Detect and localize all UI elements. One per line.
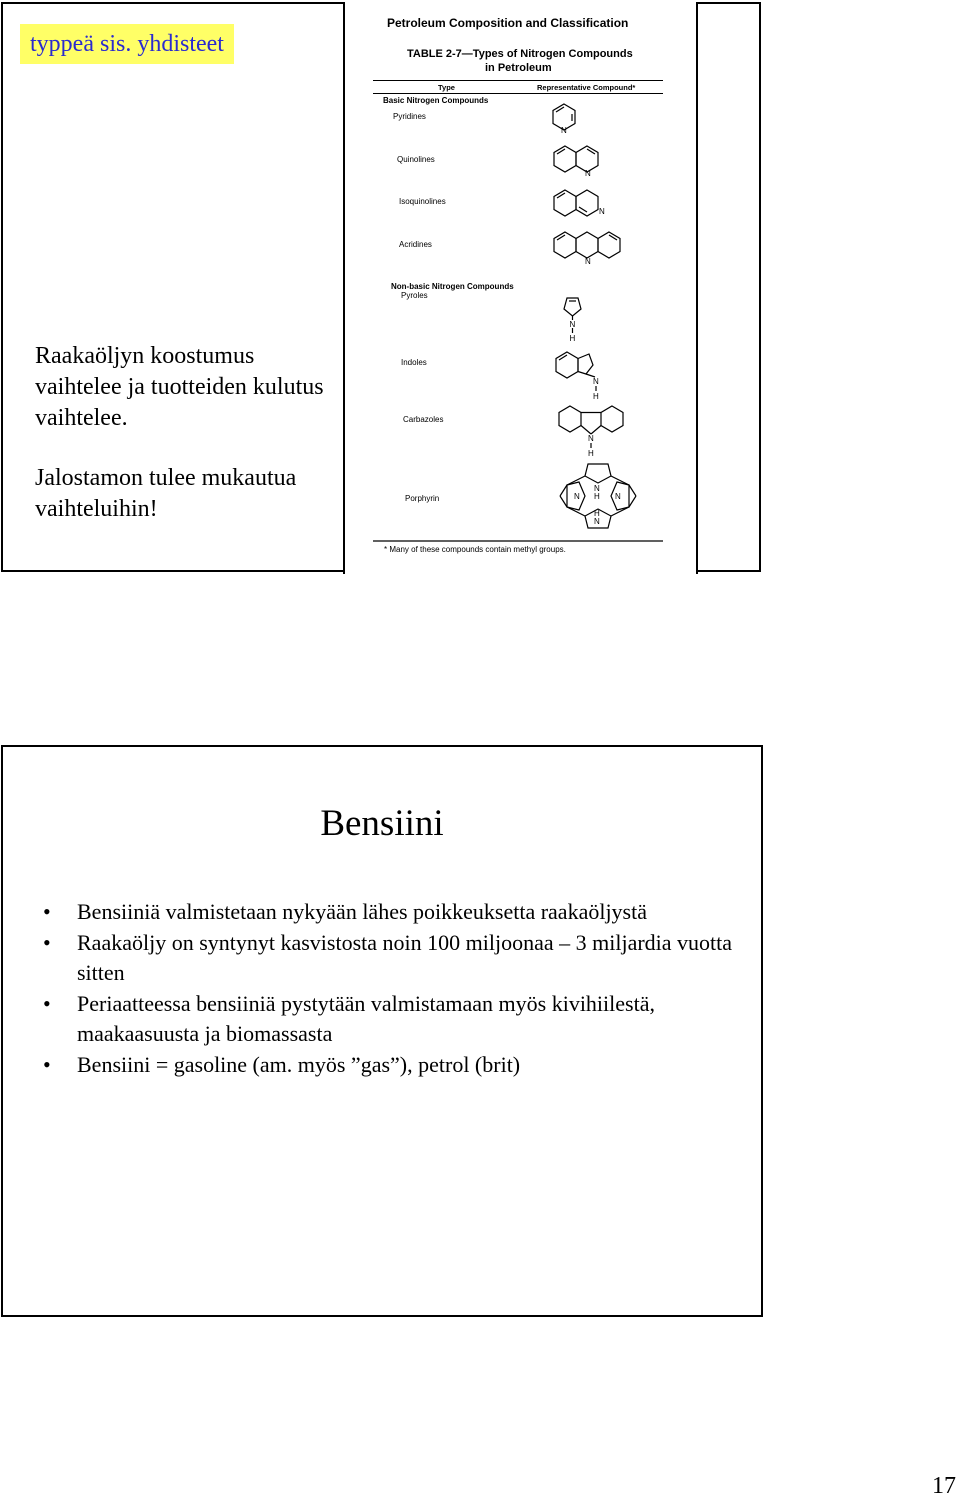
indole-n-label: N (593, 377, 599, 386)
list-item-text: Periaatteessa bensiiniä pystytään valmistamaan myös kivihiilestä, maakaasuusta ja biomassasta (77, 990, 655, 1046)
bullet-list (43, 897, 743, 1080)
porphyrin-structure (560, 464, 636, 528)
indole-h-label: H (593, 392, 599, 401)
figure-header: Petroleum Composition and Classification (387, 16, 629, 30)
carbazole-h-label: H (588, 449, 594, 458)
list-item (43, 897, 743, 928)
paragraph-refinery: Jalostamon tulee mukautua vaihteluihin! (35, 465, 297, 522)
porphyrin-n-bottom: N (594, 517, 600, 526)
column-type-header: Type (438, 83, 455, 92)
porphyrin-h-bottom: H (594, 509, 600, 518)
compound-porphyrin: Porphyrin (405, 494, 440, 503)
nitrogen-compounds-table-figure (343, 2, 698, 574)
slide-2 (1, 745, 763, 1317)
section-nonbasic: Non-basic Nitrogen Compounds (391, 282, 514, 291)
bullet-icon: • (43, 899, 51, 924)
section-basic: Basic Nitrogen Compounds (383, 96, 489, 105)
paragraph-composition: Raakaöljyn koostumus vaihtelee ja tuotteiden kulutus vaihtelee. (35, 343, 324, 431)
slide-title: Bensiini (320, 803, 444, 844)
isoquinoline-n-label: N (599, 207, 605, 216)
compound-acridines: Acridines (399, 240, 432, 249)
chemical-structures (345, 2, 696, 574)
column-compound-header: Representative Compound* (537, 83, 636, 92)
slide-1-text (35, 341, 325, 554)
quinoline-n-label: N (585, 169, 591, 178)
slide-1 (1, 2, 761, 572)
carbazole-structure (559, 406, 623, 458)
compound-pyridines: Pyridines (393, 112, 426, 121)
pyridine-n-label: N (561, 126, 567, 135)
pyrrole-n-label: N (569, 320, 576, 329)
bullet-icon: • (43, 1051, 51, 1077)
bullet-icon: • (43, 990, 51, 1016)
list-item (43, 1050, 743, 1081)
porphyrin-h-top: H (594, 492, 600, 501)
quinoline-structure (554, 146, 598, 178)
list-item (43, 989, 743, 1050)
indole-structure (556, 352, 599, 401)
list-item (43, 928, 743, 989)
compound-indoles: Indoles (401, 358, 427, 367)
list-item-text: Raakaöljy on syntynyt kasvistosta noin 100 miljoonaa – 3 miljardia vuotta sitten (77, 929, 733, 985)
list-item-text: Bensiiniä valmistetaan nykyään lähes poikkeuksetta raakaöljystä (77, 899, 647, 924)
porphyrin-n-left: N (574, 492, 580, 501)
carbazole-n-label: N (588, 434, 594, 443)
compound-pyroles: Pyroles (401, 291, 428, 300)
bullet-icon: • (43, 929, 51, 955)
acridine-structure (554, 232, 620, 266)
compound-quinolines: Quinolines (397, 155, 435, 164)
isoquinoline-structure (554, 190, 605, 216)
porphyrin-n-right: N (615, 492, 621, 501)
acridine-n-label: N (585, 257, 591, 266)
compound-carbazoles: Carbazoles (403, 415, 444, 424)
table-subtitle: in Petroleum (485, 62, 552, 74)
pyridine-structure (553, 104, 575, 135)
topic-tag: typpeä sis. yhdisteet (20, 24, 234, 64)
pyrrole-h-label: H (569, 334, 576, 343)
page-number: 17 (932, 1473, 956, 1499)
pyrrole-structure (564, 298, 581, 343)
figure-footnote: * Many of these compounds contain methyl groups. (384, 545, 566, 554)
compound-isoquinolines: Isoquinolines (399, 197, 446, 206)
table-title: TABLE 2-7—Types of Nitrogen Compounds (407, 48, 633, 60)
porphyrin-n-top: N (594, 484, 600, 493)
list-item-text: Bensiini = gasoline (am. myös ”gas”), petrol (brit) (77, 1051, 521, 1077)
